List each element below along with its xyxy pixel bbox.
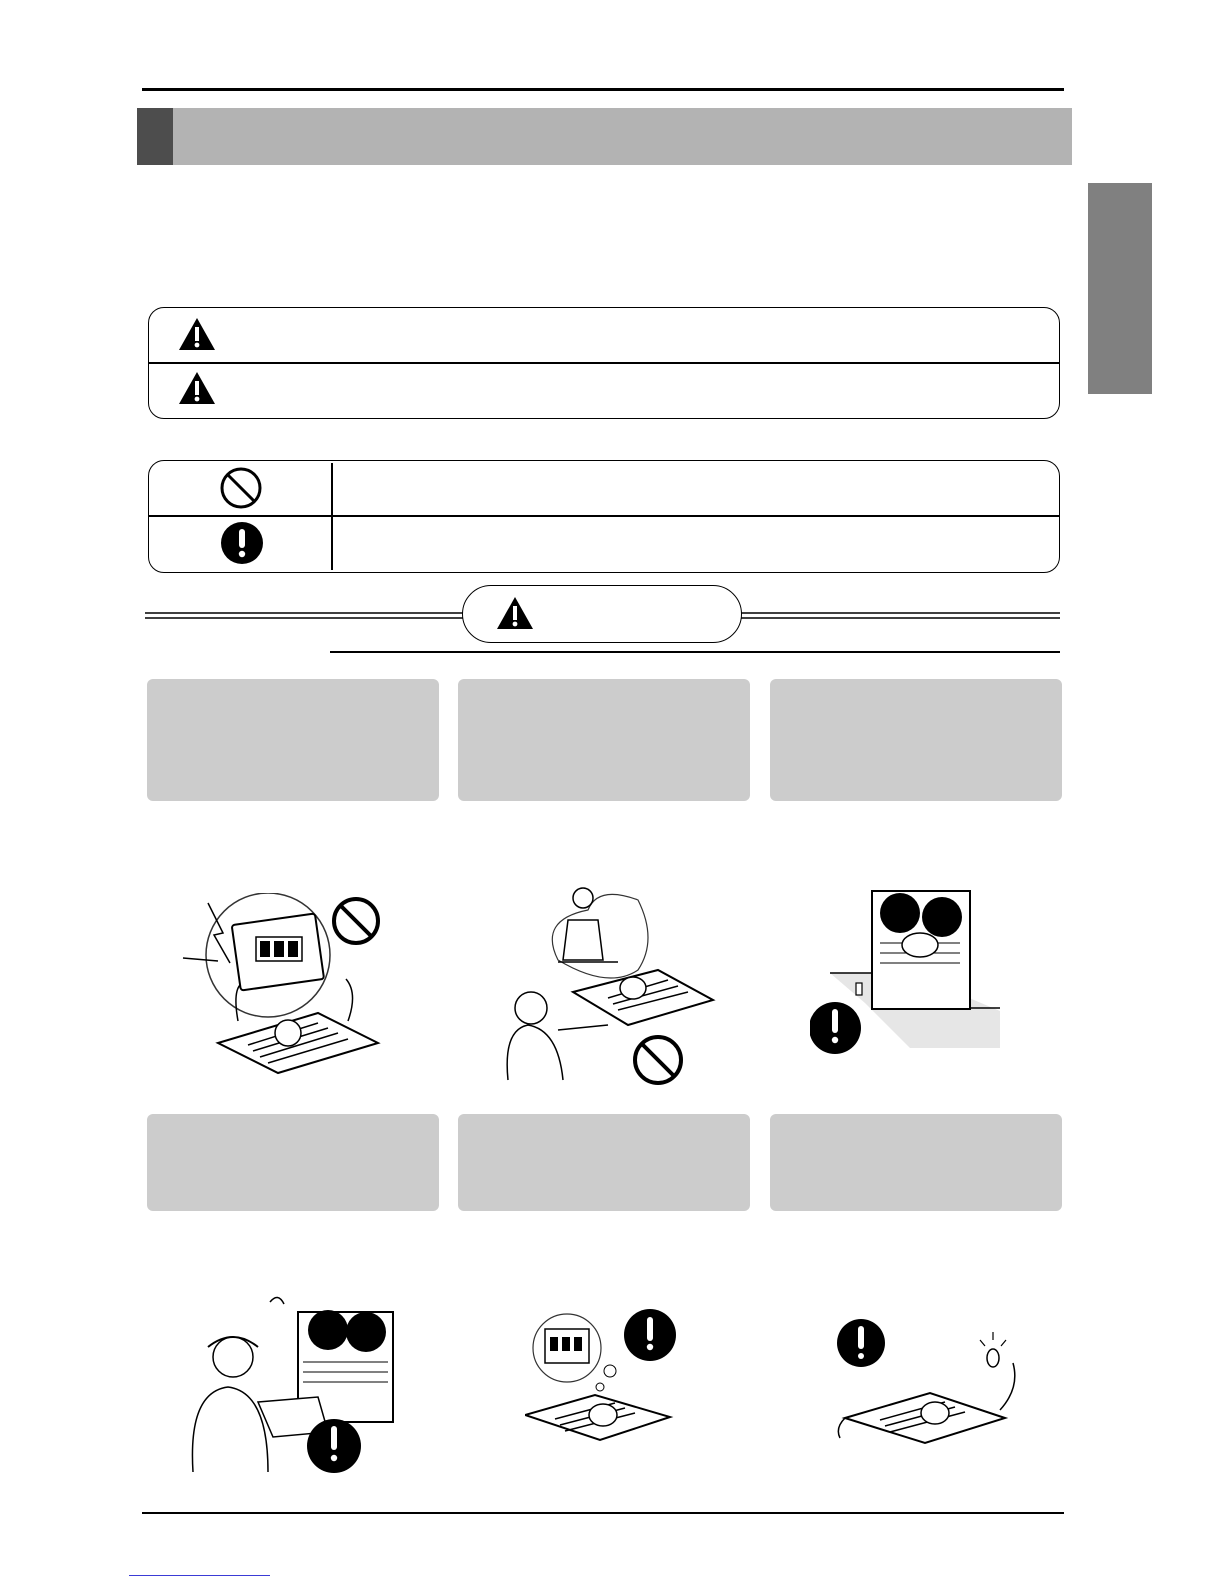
prohibited-icon <box>219 466 263 510</box>
fuse-mandatory-illustration <box>835 1318 1035 1453</box>
side-tab <box>1088 183 1152 394</box>
bottom-rule <box>142 1512 1064 1514</box>
footer-link-underline[interactable] <box>129 1575 270 1576</box>
divider <box>331 463 333 570</box>
symbol-legend-box <box>148 460 1060 573</box>
installer-manual-mandatory-illustration <box>188 1292 403 1477</box>
signal-word-box <box>148 307 1060 419</box>
instruction-card <box>770 1114 1062 1211</box>
top-rule <box>142 88 1064 91</box>
instruction-card <box>458 1114 750 1211</box>
section-label-pill <box>462 585 742 643</box>
divider <box>149 362 1059 364</box>
outdoor-unit-ground-mandatory-illustration <box>810 883 1010 1068</box>
section-title-bar <box>137 108 1072 165</box>
section-underline <box>330 651 1060 653</box>
instruction-card <box>147 1114 439 1211</box>
warning-triangle-icon <box>495 595 535 631</box>
instruction-card <box>458 679 750 801</box>
customer-installation-prohibited-illustration <box>498 880 728 1095</box>
warning-triangle-icon <box>177 316 217 352</box>
instruction-card <box>770 679 1062 801</box>
wall-switch-prohibited-illustration <box>178 893 398 1078</box>
section-title-marker <box>137 108 173 165</box>
instruction-card <box>147 679 439 801</box>
mandatory-exclamation-icon <box>220 521 264 565</box>
caution-triangle-icon <box>177 370 217 406</box>
breaker-mandatory-illustration <box>525 1305 685 1455</box>
divider <box>149 515 1059 517</box>
